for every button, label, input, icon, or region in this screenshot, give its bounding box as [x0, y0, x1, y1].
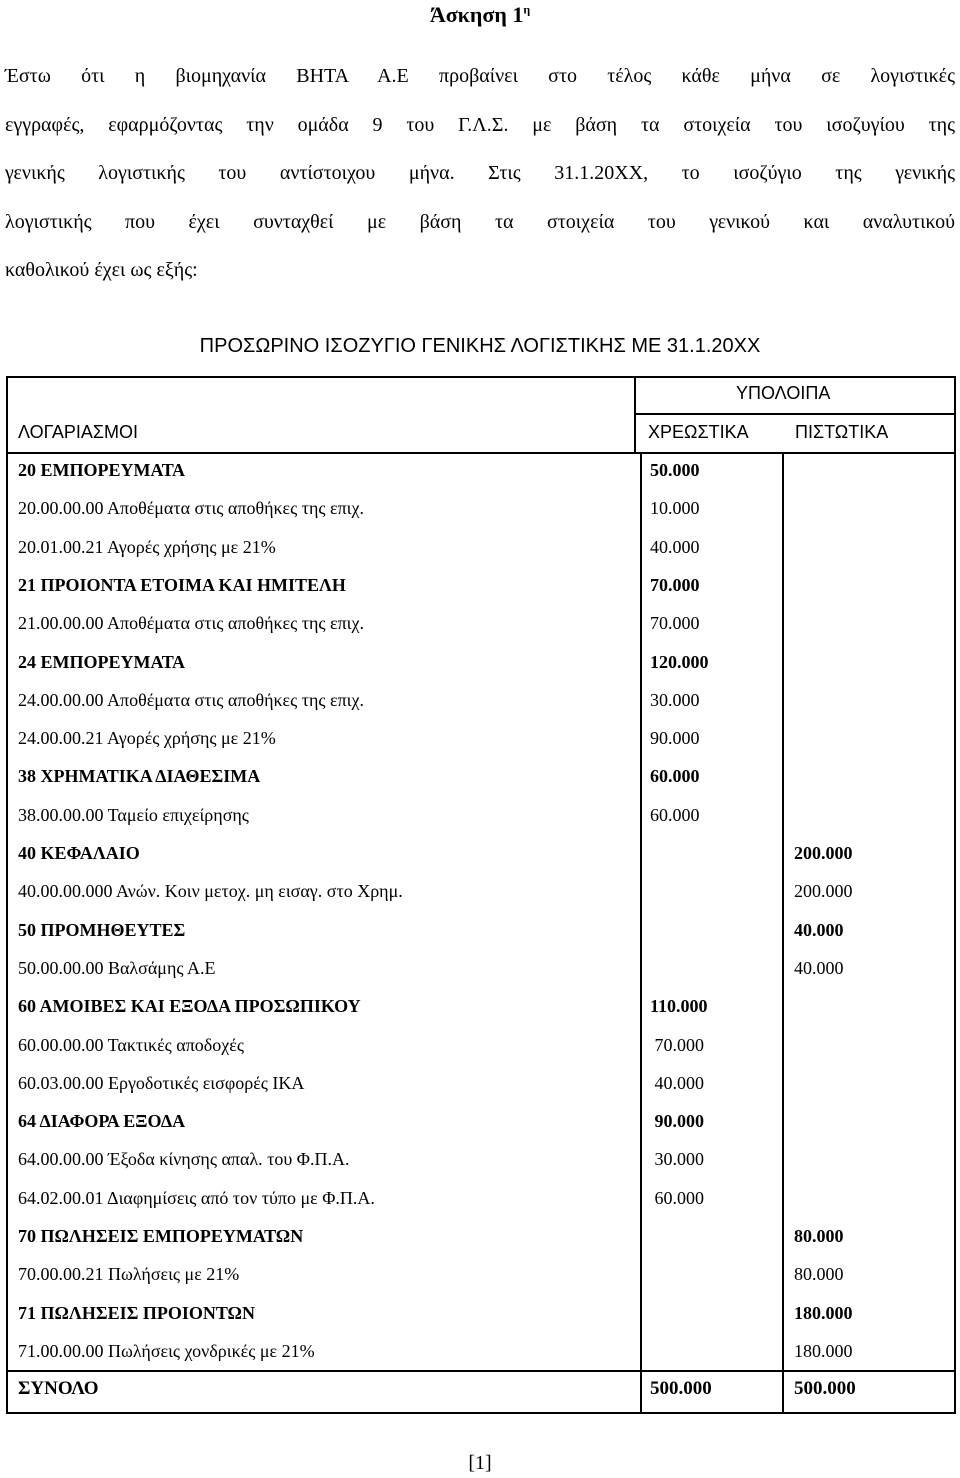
account-name: 71 ΠΩΛΗΣΕΙΣ ΠΡΟΙΟΝΤΩΝ: [18, 1302, 255, 1323]
intro-line: Έστω ότι η βιομηχανία ΒΗΤΑ Α.Ε προβαίνει στο τέλος κάθε μήνα σε λογιστικές: [5, 65, 955, 87]
account-name: 20 ΕΜΠΟΡΕΥΜΑΤΑ: [18, 460, 185, 480]
intro-line: γενικής λογιστικής του αντίστοιχου μήνα. Στις 31.1.20ΧΧ, το ισοζύγιο της γενικής: [5, 162, 955, 184]
account-name: 20.00.00.00 Αποθέματα στις αποθήκες της επιχ.: [18, 498, 364, 519]
table-row: [18, 1073, 948, 1111]
account-name: 60.00.00.00 Τακτικές αποδοχές: [18, 1034, 244, 1055]
intro-paragraph: [5, 52, 955, 295]
debit-value: 70.000: [650, 613, 700, 634]
account-name: 40.00.00.000 Ανών. Κοιν μετοχ. μη εισαγ. στο Χρημ.: [18, 881, 403, 902]
credit-header: ΠΙΣΤΩΤΙΚΑ: [795, 422, 889, 442]
debit-value: 40.000: [650, 536, 700, 557]
total-row: [18, 1378, 948, 1416]
debit-value: 70.000: [650, 574, 700, 595]
debit-header: ΧΡΕΩΣΤΙΚΑ: [648, 422, 749, 442]
table-row: [18, 843, 948, 881]
account-name: 24 ΕΜΠΟΡΕΥΜΑΤΑ: [18, 651, 185, 672]
debit-value: 50.000: [650, 460, 700, 480]
page-number: [1]: [468, 1452, 492, 1474]
debit-value: 90.000: [650, 728, 700, 749]
total-label: ΣΥΝΟΛΟ: [18, 1378, 99, 1399]
table-row: [18, 460, 948, 498]
debit-value: 110.000: [650, 996, 708, 1017]
account-name: 50.00.00.00 Βαλσάμης Α.Ε: [18, 957, 216, 978]
account-name: 40 ΚΕΦΑΛΑΙΟ: [18, 843, 140, 863]
table-row: [18, 1341, 948, 1379]
account-name: 60.03.00.00 Εργοδοτικές εισφορές ΙΚΑ: [18, 1072, 305, 1093]
account-name: 60 ΑΜΟΙΒΕΣ ΚΑΙ ΕΞΟΔΑ ΠΡΟΣΩΠΙΚΟΥ: [18, 996, 361, 1017]
account-name: 24.00.00.00 Αποθέματα στις αποθήκες της επιχ.: [18, 689, 364, 710]
intro-line: καθολικού έχει ως εξής:: [5, 259, 198, 281]
account-name: 71.00.00.00 Πωλήσεις χονδρικές με 21%: [18, 1340, 315, 1361]
table-row: [18, 1149, 948, 1187]
credit-value: 80.000: [794, 1226, 844, 1246]
table-row: [18, 958, 948, 996]
debit-value: 60.000: [650, 804, 700, 825]
table-row: [18, 805, 948, 843]
table-row: [18, 728, 948, 766]
header-bottom-border: [6, 452, 956, 454]
account-name: 70 ΠΩΛΗΣΕΙΣ ΕΜΠΟΡΕΥΜΑΤΩΝ: [18, 1226, 304, 1246]
table-row: [18, 1035, 948, 1073]
credit-value: 180.000: [794, 1340, 853, 1361]
balances-underline: [634, 413, 956, 415]
table-row: [18, 766, 948, 804]
account-name: 20.01.00.21 Αγορές χρήσης με 21%: [18, 536, 276, 557]
debit-value: 60.000: [650, 766, 700, 787]
debit-value: 30.000: [650, 689, 700, 710]
trial-balance-title: ΠΡΟΣΩΡΙΝΟ ΙΣΟΖΥΓΙΟ ΓΕΝΙΚΗΣ ΛΟΓΙΣΤΙΚΗΣ ΜΕ 31.1.20ΧΧ: [199, 335, 761, 357]
debit-value: 60.000: [650, 1187, 704, 1208]
table-row: [18, 920, 948, 958]
table-row: [18, 996, 948, 1034]
table-row: [18, 652, 948, 690]
credit-value: 180.000: [794, 1302, 853, 1323]
table-row: [18, 1111, 948, 1149]
total-credit: 500.000: [794, 1378, 856, 1399]
table-row: [18, 498, 948, 536]
table-row: [18, 1226, 948, 1264]
table-row: [18, 1188, 948, 1226]
debit-value: 40.000: [650, 1072, 704, 1093]
account-name: 38.00.00.00 Ταμείο επιχείρησης: [18, 804, 249, 825]
account-name: 64 ΔΙΑΦΟΡΑ ΕΞΟΔΑ: [18, 1111, 186, 1132]
table-row: [18, 881, 948, 919]
account-name: 50 ΠΡΟΜΗΘΕΥΤΕΣ: [18, 919, 186, 940]
accounts-header: ΛΟΓΑΡΙΑΣΜΟΙ: [18, 422, 139, 442]
credit-value: 80.000: [794, 1264, 844, 1285]
table-row: [18, 537, 948, 575]
account-name: 38 ΧΡΗΜΑΤΙΚΑ ΔΙΑΘΕΣΙΜΑ: [18, 766, 261, 787]
account-name: 64.00.00.00 Έξοδα κίνησης απαλ. του Φ.Π.Α.: [18, 1149, 350, 1170]
credit-value: 200.000: [794, 843, 853, 863]
credit-value: 40.000: [794, 919, 844, 940]
total-debit: 500.000: [650, 1378, 712, 1399]
table-row: [18, 690, 948, 728]
intro-line: εγγραφές, εφαρμόζοντας την ομάδα 9 του Γ.Λ.Σ. με βάση τα στοιχεία του ισοζυγίου της: [5, 113, 955, 136]
table-row: [18, 1264, 948, 1302]
debit-value: 10.000: [650, 498, 700, 519]
table-row: [18, 1303, 948, 1341]
account-name: 64.02.00.01 Διαφημίσεις από τον τύπο με Φ.Π.Α.: [18, 1187, 375, 1208]
account-name: 24.00.00.21 Αγορές χρήσης με 21%: [18, 728, 276, 749]
credit-value: 40.000: [794, 957, 844, 978]
intro-line: λογιστικής που έχει συνταχθεί με βάση τα στοιχεία του γενικού και αναλυτικού: [5, 210, 955, 233]
exercise-title: Άσκηση $1^\eta$: [429, 2, 531, 27]
balances-header: ΥΠΟΛΟΙΠΑ: [736, 383, 831, 403]
debit-value: 120.000: [650, 651, 709, 672]
account-name: 21 ΠΡΟΙΟΝΤΑ ΕΤΟΙΜΑ ΚΑΙ ΗΜΙΤΕΛΗ: [18, 574, 346, 595]
debit-value: 70.000: [650, 1034, 704, 1055]
debit-value: 30.000: [650, 1149, 704, 1170]
table-row: [18, 613, 948, 651]
account-name: 21.00.00.00 Αποθέματα στις αποθήκες της επιχ.: [18, 613, 364, 634]
debit-value: 90.000: [650, 1111, 704, 1132]
table-row: [18, 575, 948, 613]
account-name: 70.00.00.21 Πωλήσεις με 21%: [18, 1264, 240, 1285]
credit-value: 200.000: [794, 881, 853, 902]
